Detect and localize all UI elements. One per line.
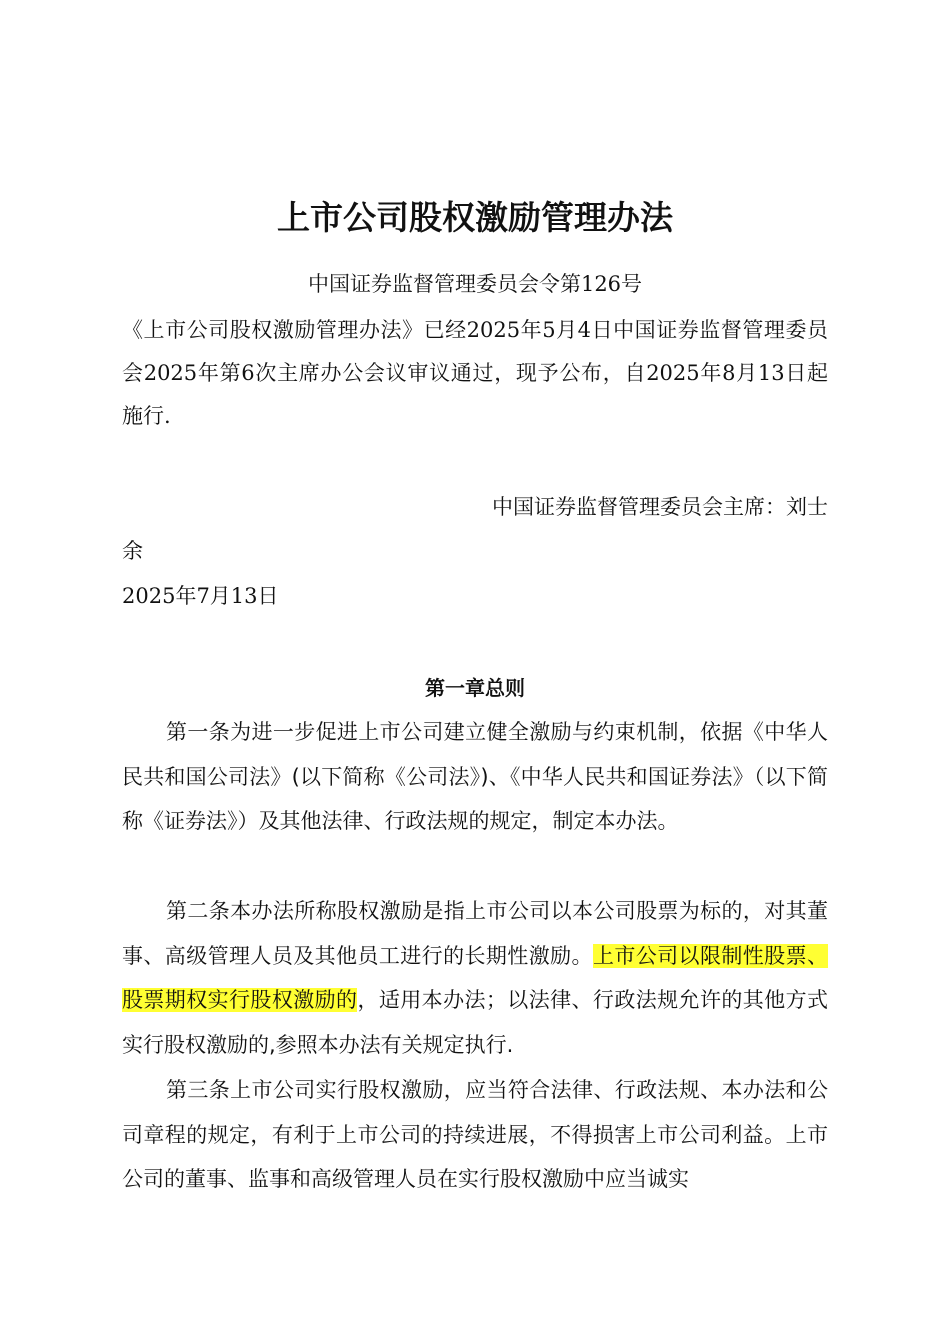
highlighted-text: 上市公司以限制性股票、股票期权实行股权激励的 — [122, 943, 828, 1013]
announcement-paragraph: 《上市公司股权激励管理办法》已经2025年5月4日中国证券监督管理委员会2025年第6次主席办公会议审议通过，现予公布，自2025年8月13日起施行. — [122, 318, 828, 428]
chapter-title: 第一章总则 — [425, 676, 525, 700]
article-1: 第一条为进一步促进上市公司建立健全激励与约束机制，依据《中华人民共和国公司法》(以下简称《公司法》)、《中华人民共和国证券法》（以下简称《证券法》）及其他法律、行政法规的规定，制定本办法。 — [122, 720, 828, 834]
signature-line: 中国证券监督管理委员会主席：刘士 — [492, 495, 828, 519]
signature-tail: 余 — [122, 539, 143, 563]
article-2-text-after: ，适用本办法；以法律、行政法规允许的其他方式实行股权激励的,参照本办法有关规定执行. — [122, 988, 828, 1058]
issue-date: 2025年7月13日 — [122, 584, 279, 608]
article-2-text-before: 第二条本办法所称股权激励是指上市公司以本公司股票为标的，对其董事、高级管理人员及其他员工进行的长期性激励。 — [122, 899, 828, 968]
article-2 — [122, 889, 828, 1068]
article-3: 第三条上市公司实行股权激励，应当符合法律、行政法规、本办法和公司章程的规定，有利于上市公司的持续进展，不得损害上市公司利益。上市公司的董事、监事和高级管理人员在实行股权激励中应当诚实 — [122, 1078, 828, 1192]
order-number: 中国证券监督管理委员会令第126号 — [307, 272, 643, 296]
document-title: 上市公司股权激励管理办法 — [277, 198, 673, 237]
